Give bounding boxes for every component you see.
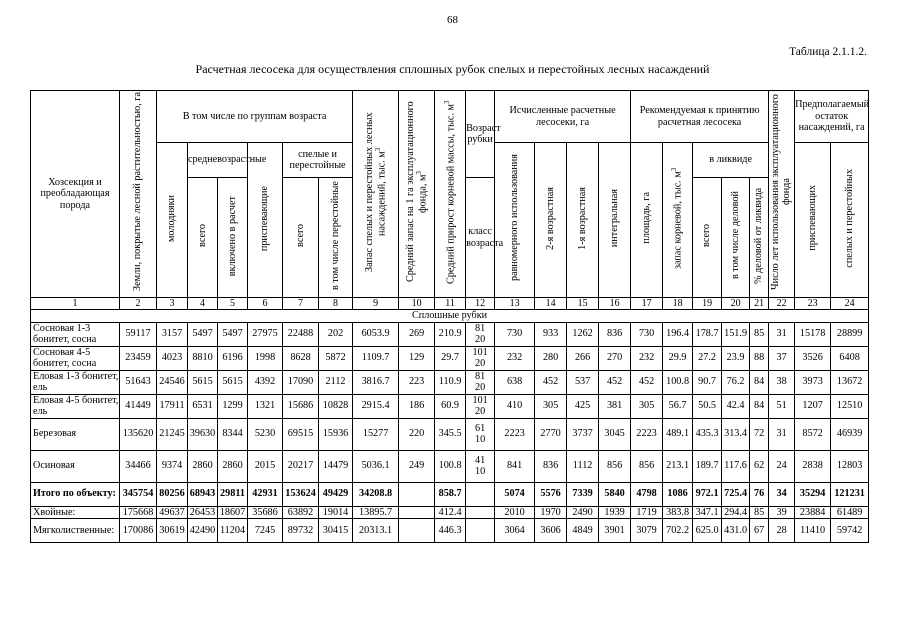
header-age-class: класс возраста	[466, 178, 495, 298]
table-cell: 84	[750, 370, 769, 394]
table-cell: 85	[750, 322, 769, 346]
table-cell: 15277	[353, 418, 399, 450]
table-cell: 232	[631, 346, 663, 370]
table-cell: 2223	[631, 418, 663, 450]
table-cell: 452	[631, 370, 663, 394]
table-cell: 37	[769, 346, 795, 370]
table-cell: 5036.1	[353, 450, 399, 482]
table-cell: 294.4	[722, 506, 750, 518]
table-cell: 280	[535, 346, 567, 370]
table-cell: 202	[319, 322, 353, 346]
column-number: 4	[188, 298, 218, 310]
table-cell: 730	[631, 322, 663, 346]
table-cell: 2490	[567, 506, 599, 518]
header-age-groups: В том числе по группам возраста	[157, 91, 353, 143]
table-cell: 175668	[120, 506, 157, 518]
row-label: Итого по объекту:	[31, 482, 120, 506]
column-number: 3	[157, 298, 188, 310]
table-cell: 5074	[495, 482, 535, 506]
table-cell	[399, 519, 435, 543]
table-cell: 35294	[795, 482, 831, 506]
table-cell: 8628	[283, 346, 319, 370]
table-cell: 305	[631, 394, 663, 418]
table-cell: 84	[750, 394, 769, 418]
column-number: 12	[466, 298, 495, 310]
header-young: молодняки	[157, 143, 188, 298]
header-avg-stock: Средний запас на 1 га эксплуатационного фонда, $м^3$	[399, 91, 435, 298]
table-cell: 28	[769, 519, 795, 543]
table-cell: 76.2	[722, 370, 750, 394]
table-cell: 28899	[831, 322, 869, 346]
header-felling-age: Возраст рубки	[466, 91, 495, 178]
table-row	[31, 519, 869, 543]
table-cell: 72	[750, 418, 769, 450]
column-numbers-row	[31, 298, 869, 310]
header-uniform-use: равномерного использования	[495, 143, 535, 298]
row-label: Мягколиственные:	[31, 519, 120, 543]
table-cell: 856	[631, 450, 663, 482]
header-mature-remaining: спелых и перестойных	[831, 143, 869, 298]
table-cell: 20217	[283, 450, 319, 482]
table-cell: 135620	[120, 418, 157, 450]
header-forest-land: Земли, покрытые лесной растительностью, га	[120, 91, 157, 298]
table-cell: 4849	[567, 519, 599, 543]
table-cell: 153624	[283, 482, 319, 506]
column-number: 14	[535, 298, 567, 310]
table-cell: 11410	[795, 519, 831, 543]
table-cell: 41 10	[466, 450, 495, 482]
table-cell: 17911	[157, 394, 188, 418]
column-number: 21	[750, 298, 769, 310]
table-cell: 101 20	[466, 346, 495, 370]
table-cell: 18607	[218, 506, 248, 518]
table-cell: 59117	[120, 322, 157, 346]
table-cell: 345754	[120, 482, 157, 506]
table-cell: 21245	[157, 418, 188, 450]
table-cell: 101 20	[466, 394, 495, 418]
table-cell: 5872	[319, 346, 353, 370]
table-cell: 412.4	[435, 506, 466, 518]
table-row	[31, 482, 869, 506]
column-number: 1	[31, 298, 120, 310]
table-cell: 249	[399, 450, 435, 482]
column-number: 17	[631, 298, 663, 310]
table-cell: 178.7	[693, 322, 722, 346]
table-cell: 34466	[120, 450, 157, 482]
table-cell: 1970	[535, 506, 567, 518]
table-cell: 50.5	[693, 394, 722, 418]
table-row	[31, 506, 869, 518]
column-number: 13	[495, 298, 535, 310]
table-cell: 23884	[795, 506, 831, 518]
table-cell: 2860	[218, 450, 248, 482]
table-cell: 4392	[248, 370, 283, 394]
table-cell: 35686	[248, 506, 283, 518]
header-business-pct: % деловой от ликвида	[750, 178, 769, 298]
table-cell: 30619	[157, 519, 188, 543]
table-cell: 15686	[283, 394, 319, 418]
column-number: 24	[831, 298, 869, 310]
header-calculated-fellings: Исчисленные расчетные лесосеки, га	[495, 91, 631, 143]
table-row	[31, 394, 869, 418]
header-mid-included: включено в расчет	[218, 178, 248, 298]
column-number: 18	[663, 298, 693, 310]
table-cell: 836	[599, 322, 631, 346]
table-cell: 59742	[831, 519, 869, 543]
table-cell: 67	[750, 519, 769, 543]
table-cell: 49429	[319, 482, 353, 506]
header-farm-section: Хозсекция и преобладающая порода	[31, 91, 120, 298]
section-label: Сплошные рубки	[31, 310, 869, 322]
table-cell: 24546	[157, 370, 188, 394]
header-middle-aged: средневозрастные	[188, 143, 248, 178]
table-cell: 15936	[319, 418, 353, 450]
table-cell: 3737	[567, 418, 599, 450]
table-cell: 6196	[218, 346, 248, 370]
table-cell: 5840	[599, 482, 631, 506]
row-label: Сосновая 1-3 бонитет, сосна	[31, 322, 120, 346]
table-cell: 220	[399, 418, 435, 450]
table-cell: 51	[769, 394, 795, 418]
table-cell: 31	[769, 418, 795, 450]
header-premature: приспевающие	[248, 143, 283, 298]
table-title: Расчетная лесосека для осуществления сплошных рубок спелых и перестойных лесных насаждений	[195, 62, 710, 76]
table-cell: 4023	[157, 346, 188, 370]
table-cell: 26453	[188, 506, 218, 518]
table-cell: 381	[599, 394, 631, 418]
column-number: 7	[283, 298, 319, 310]
table-cell: 446.3	[435, 519, 466, 543]
table-cell: 189.7	[693, 450, 722, 482]
table-cell: 85	[750, 506, 769, 518]
table-cell: 3973	[795, 370, 831, 394]
row-label: Березовая	[31, 418, 120, 450]
table-row	[31, 370, 869, 394]
table-cell: 62	[750, 450, 769, 482]
table-cell: 1321	[248, 394, 283, 418]
header-area: площадь, га	[631, 143, 663, 298]
page-number: 68	[447, 14, 458, 26]
table-cell: 210.9	[435, 322, 466, 346]
table-cell: 81 20	[466, 322, 495, 346]
table-cell: 76	[750, 482, 769, 506]
table-cell: 12510	[831, 394, 869, 418]
table-cell: 425	[567, 394, 599, 418]
table-cell: 1112	[567, 450, 599, 482]
table-cell: 129	[399, 346, 435, 370]
table-cell: 452	[599, 370, 631, 394]
table-cell: 38	[769, 370, 795, 394]
table-cell: 20313.1	[353, 519, 399, 543]
table-cell	[466, 519, 495, 543]
section-row	[31, 310, 869, 322]
table-cell: 3901	[599, 519, 631, 543]
header-premature-remaining: приспевающих	[795, 143, 831, 298]
row-label: Еловая 1-3 бонитет, ель	[31, 370, 120, 394]
table-row	[31, 322, 869, 346]
table-row	[31, 450, 869, 482]
table-cell: 858.7	[435, 482, 466, 506]
table-cell: 39	[769, 506, 795, 518]
table-cell: 3045	[599, 418, 631, 450]
table-cell: 34	[769, 482, 795, 506]
header-integral: интегральная	[599, 143, 631, 298]
table-cell: 2915.4	[353, 394, 399, 418]
header-remaining: Предполагаемый остаток насаждений, га	[795, 91, 869, 143]
table-cell: 23459	[120, 346, 157, 370]
table-cell: 14479	[319, 450, 353, 482]
table-cell: 90.7	[693, 370, 722, 394]
table-cell: 29.9	[663, 346, 693, 370]
table-cell: 29.7	[435, 346, 466, 370]
table-cell: 1998	[248, 346, 283, 370]
table-cell: 625.0	[693, 519, 722, 543]
header-recommended-felling: Рекомендуемая к принятию расчетная лесосека	[631, 91, 769, 143]
table-cell: 489.1	[663, 418, 693, 450]
table-cell: 61 10	[466, 418, 495, 450]
table-cell: 31	[769, 322, 795, 346]
header-mature-stock: Запас спелых и перестойных лесных насаждений, тыс. $м^3$	[353, 91, 399, 298]
row-label: Еловая 4-5 бонитет, ель	[31, 394, 120, 418]
header-avg-growth: Средний прирост корневой массы, тыс. $м^3$	[435, 91, 466, 298]
table-cell: 2223	[495, 418, 535, 450]
table-cell: 213.1	[663, 450, 693, 482]
table-cell: 29811	[218, 482, 248, 506]
column-number: 20	[722, 298, 750, 310]
table-cell: 3606	[535, 519, 567, 543]
table-cell: 19014	[319, 506, 353, 518]
table-cell	[399, 506, 435, 518]
table-cell: 3079	[631, 519, 663, 543]
table-cell: 7339	[567, 482, 599, 506]
table-cell: 836	[535, 450, 567, 482]
table-cell: 117.6	[722, 450, 750, 482]
table-cell: 61489	[831, 506, 869, 518]
table-cell: 110.9	[435, 370, 466, 394]
table-cell: 1719	[631, 506, 663, 518]
table-cell: 41449	[120, 394, 157, 418]
header-first-age: 1-я возрастная	[567, 143, 599, 298]
header-overmature: в том числе перестойные	[319, 178, 353, 298]
table-cell: 42.4	[722, 394, 750, 418]
header-mature: спелые и перестойные	[283, 143, 353, 178]
table-cell: 1299	[218, 394, 248, 418]
column-number: 10	[399, 298, 435, 310]
table-cell: 2112	[319, 370, 353, 394]
table-cell: 730	[495, 322, 535, 346]
table-cell: 17090	[283, 370, 319, 394]
table-cell: 383.8	[663, 506, 693, 518]
header-business: в том числе деловой	[722, 178, 750, 298]
table-cell: 6053.9	[353, 322, 399, 346]
table-cell: 196.4	[663, 322, 693, 346]
table-cell: 5497	[218, 322, 248, 346]
table-cell: 4798	[631, 482, 663, 506]
table-cell: 5230	[248, 418, 283, 450]
header-liquid-total: всего	[693, 178, 722, 298]
header-years-use: Число лет использования эксплуатационного фонда	[769, 91, 795, 298]
table-cell: 170086	[120, 519, 157, 543]
table-cell: 49637	[157, 506, 188, 518]
table-cell: 2010	[495, 506, 535, 518]
table-cell: 269	[399, 322, 435, 346]
table-cell: 232	[495, 346, 535, 370]
column-number: 9	[353, 298, 399, 310]
table-cell: 42931	[248, 482, 283, 506]
table-cell: 435.3	[693, 418, 722, 450]
column-number: 15	[567, 298, 599, 310]
table-cell: 42490	[188, 519, 218, 543]
table-cell: 151.9	[722, 322, 750, 346]
table-cell: 39630	[188, 418, 218, 450]
header-liquid: в ликвиде	[693, 143, 769, 178]
table-cell: 13895.7	[353, 506, 399, 518]
table-cell: 270	[599, 346, 631, 370]
table-cell: 56.7	[663, 394, 693, 418]
table-cell: 725.4	[722, 482, 750, 506]
table-cell: 3816.7	[353, 370, 399, 394]
table-cell: 23.9	[722, 346, 750, 370]
table-cell: 3526	[795, 346, 831, 370]
header-root-stock: запас корневой, тыс. $м^3$	[663, 143, 693, 298]
table-cell	[466, 506, 495, 518]
table-cell: 702.2	[663, 519, 693, 543]
table-cell: 345.5	[435, 418, 466, 450]
table-cell: 1109.7	[353, 346, 399, 370]
header-mature-total: всего	[283, 178, 319, 298]
table-row	[31, 346, 869, 370]
table-cell: 27.2	[693, 346, 722, 370]
table-cell: 410	[495, 394, 535, 418]
column-number: 8	[319, 298, 353, 310]
table-cell: 27975	[248, 322, 283, 346]
table-cell: 69515	[283, 418, 319, 450]
table-cell: 266	[567, 346, 599, 370]
table-cell: 6408	[831, 346, 869, 370]
table-cell: 121231	[831, 482, 869, 506]
table-cell: 2015	[248, 450, 283, 482]
table-cell: 3157	[157, 322, 188, 346]
table-cell: 46939	[831, 418, 869, 450]
table-cell: 1207	[795, 394, 831, 418]
header-mid-total: всего	[188, 178, 218, 298]
table-cell: 100.8	[663, 370, 693, 394]
header-second-age: 2-я возрастная	[535, 143, 567, 298]
table-cell: 7245	[248, 519, 283, 543]
table-cell: 347.1	[693, 506, 722, 518]
column-number: 6	[248, 298, 283, 310]
column-number: 5	[218, 298, 248, 310]
table-row	[31, 418, 869, 450]
table-cell: 305	[535, 394, 567, 418]
table-cell: 5497	[188, 322, 218, 346]
table-cell: 452	[535, 370, 567, 394]
table-cell: 63892	[283, 506, 319, 518]
table-cell: 638	[495, 370, 535, 394]
column-number: 11	[435, 298, 466, 310]
table-cell	[466, 482, 495, 506]
table-cell: 2770	[535, 418, 567, 450]
table-cell: 5615	[218, 370, 248, 394]
table-cell: 100.8	[435, 450, 466, 482]
column-number: 22	[769, 298, 795, 310]
table-cell: 81 20	[466, 370, 495, 394]
table-cell: 8344	[218, 418, 248, 450]
felling-table	[30, 90, 869, 543]
table-cell: 24	[769, 450, 795, 482]
table-cell: 34208.8	[353, 482, 399, 506]
table-cell: 11204	[218, 519, 248, 543]
table-cell: 537	[567, 370, 599, 394]
table-cell: 1262	[567, 322, 599, 346]
table-cell: 223	[399, 370, 435, 394]
table-cell: 15178	[795, 322, 831, 346]
table-cell: 13672	[831, 370, 869, 394]
table-cell: 12803	[831, 450, 869, 482]
table-cell: 3064	[495, 519, 535, 543]
table-cell: 22488	[283, 322, 319, 346]
table-cell: 60.9	[435, 394, 466, 418]
column-number: 16	[599, 298, 631, 310]
table-cell: 8572	[795, 418, 831, 450]
table-cell: 80256	[157, 482, 188, 506]
table-cell: 5576	[535, 482, 567, 506]
table-cell: 8810	[188, 346, 218, 370]
table-cell: 1086	[663, 482, 693, 506]
table-cell: 431.0	[722, 519, 750, 543]
table-cell: 186	[399, 394, 435, 418]
table-cell: 88	[750, 346, 769, 370]
table-cell: 51643	[120, 370, 157, 394]
table-cell: 9374	[157, 450, 188, 482]
table-cell: 5615	[188, 370, 218, 394]
row-label: Хвойные:	[31, 506, 120, 518]
table-cell: 68943	[188, 482, 218, 506]
table-cell: 10828	[319, 394, 353, 418]
table-cell: 313.4	[722, 418, 750, 450]
table-cell: 89732	[283, 519, 319, 543]
row-label: Осиновая	[31, 450, 120, 482]
table-cell: 6531	[188, 394, 218, 418]
table-cell: 933	[535, 322, 567, 346]
table-cell: 841	[495, 450, 535, 482]
table-cell: 2860	[188, 450, 218, 482]
row-label: Сосновая 4-5 бонитет, сосна	[31, 346, 120, 370]
table-cell: 856	[599, 450, 631, 482]
table-cell	[399, 482, 435, 506]
table-cell: 1939	[599, 506, 631, 518]
column-number: 2	[120, 298, 157, 310]
table-cell: 972.1	[693, 482, 722, 506]
table-cell: 2838	[795, 450, 831, 482]
table-cell: 30415	[319, 519, 353, 543]
column-number: 19	[693, 298, 722, 310]
table-number: Таблица 2.1.1.2.	[789, 46, 867, 58]
column-number: 23	[795, 298, 831, 310]
